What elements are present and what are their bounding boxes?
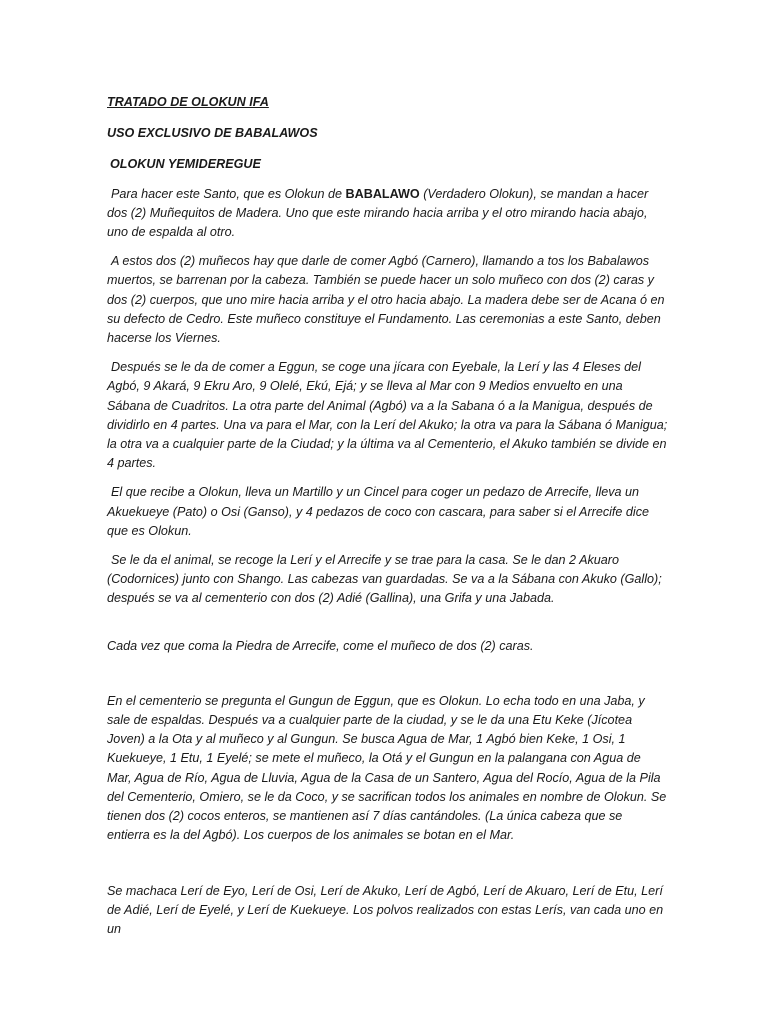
paragraph-8: Se machaca Lerí de Eyo, Lerí de Osi, Lerí de Akuko, Lerí de Agbó, Lerí de Akuaro, Lerí de Etu, Lerí de Adié, Lerí de Eyelé, y Lerí de Kuekueye. Los polvos realizados con estas Lerís, van cada uno en un <box>107 883 664 936</box>
paragraph-2: A estos dos (2) muñecos hay que darle de comer Agbó (Carnero), llamando a tos los Babalawos muertos, se barrenan por la cabeza. También se puede hacer un solo muñeco con dos (2) caras y dos (2) cuerpos, que uno mire hacia arriba y el otro hacia abajo. La madera debe ser de Acana ó en su defecto de Cedro. Este muñeco constituye el Fundamento. Las ceremonias a este Santo, deben hacerse los Viernes. <box>107 254 665 346</box>
paragraph-5: Se le da el animal, se recoge la Lerí y el Arrecife y se trae para la casa. Se le dan 2 Akuaro (Codornices) junto con Shango. Las cabezas van guardadas. Se va a la Sábana con Akuko (Gallo); después se va al cementerio con dos (2) Adié (Gallina), una Grifa y una Jabada. <box>107 553 662 606</box>
paragraph-1-bold: BABALAWO <box>345 186 420 201</box>
paragraph-4: El que recibe a Olokun, lleva un Martillo y un Cincel para coger un pedazo de Arrecife, lleva un Akuekueye (Pato) o Osi (Ganso), y 4 pedazos de coco con cascara, para saber si el Arrecife dice que es Olokun. <box>107 485 650 538</box>
paragraph-1 <box>107 185 668 243</box>
section-heading: OLOKUN YEMIDEREGUE <box>110 157 261 172</box>
paragraph-1-text-b: (Verdadero Olokun), se mandan a hacer dos (2) Muñequitos de Madera. Uno que este mirando hacia arriba y el otro mirando hacia abajo, uno de espalda al otro. <box>107 186 649 240</box>
document-title: TRATADO DE OLOKUN IFA <box>107 95 269 109</box>
paragraph-3: Después se le da de comer a Eggun, se coge una jícara con Eyebale, la Lerí y las 4 Eleses del Agbó, 9 Akará, 9 Ekru Aro, 9 Olelé, Ekú, Ejá; y se lleva al Mar con 9 Medios envuelto en una Sábana de Cuadritos. La otra parte del Animal (Agbó) va a la Sabana ó a la Maniguа, después de dividirlo en 4 partes. Una va para el Mar, con la Lerí del Akuko; la otra va para la Sábana ó Manigua; la otra va a cualquier parte de la Ciudad; y la última va al Cementerio, el Akuko también se divide en 4 partes. <box>107 360 668 471</box>
document-subtitle: USO EXCLUSIVO DE BABALAWOS <box>107 126 318 141</box>
paragraph-6: Cada vez que coma la Piedra de Arrecife, come el muñeco de dos (2) caras. <box>107 638 534 653</box>
paragraph-1-text-a: Para hacer este Santo, que es Olokun de <box>111 186 346 201</box>
paragraph-7: En el cementerio se pregunta el Gungun de Eggun, que es Olokun. Lo echa todo en una Jaba, y sale de espaldas. Después va a cualquier parte de la ciudad, y se le da una Etu Keke (Jícotea Joven) a la Ota y al muñeco y al Gungun. Se busca Agua de Mar, 1 Agbó bien Keke, 1 Osi, 1 Kuekueye, 1 Etu, 1 Eyelé; se mete el muñeco, la Otá y el Gungun en la palangana con Agua de Mar, Agua de Río, Agua de Lluvia, Agua de la Casa de un Santero, Agua del Rocío, Agua de la Pila del Cementerio, Omiero, se le da Coco, y se sacrifican todos los animales en nombre de Olokun. Se tienen dos (2) cocos enteros, se mantienen así 7 días cantándoles. (La única cabeza que se entierra es la del Agbó). Los cuerpos de los animales se botan en el Mar. <box>107 693 667 843</box>
